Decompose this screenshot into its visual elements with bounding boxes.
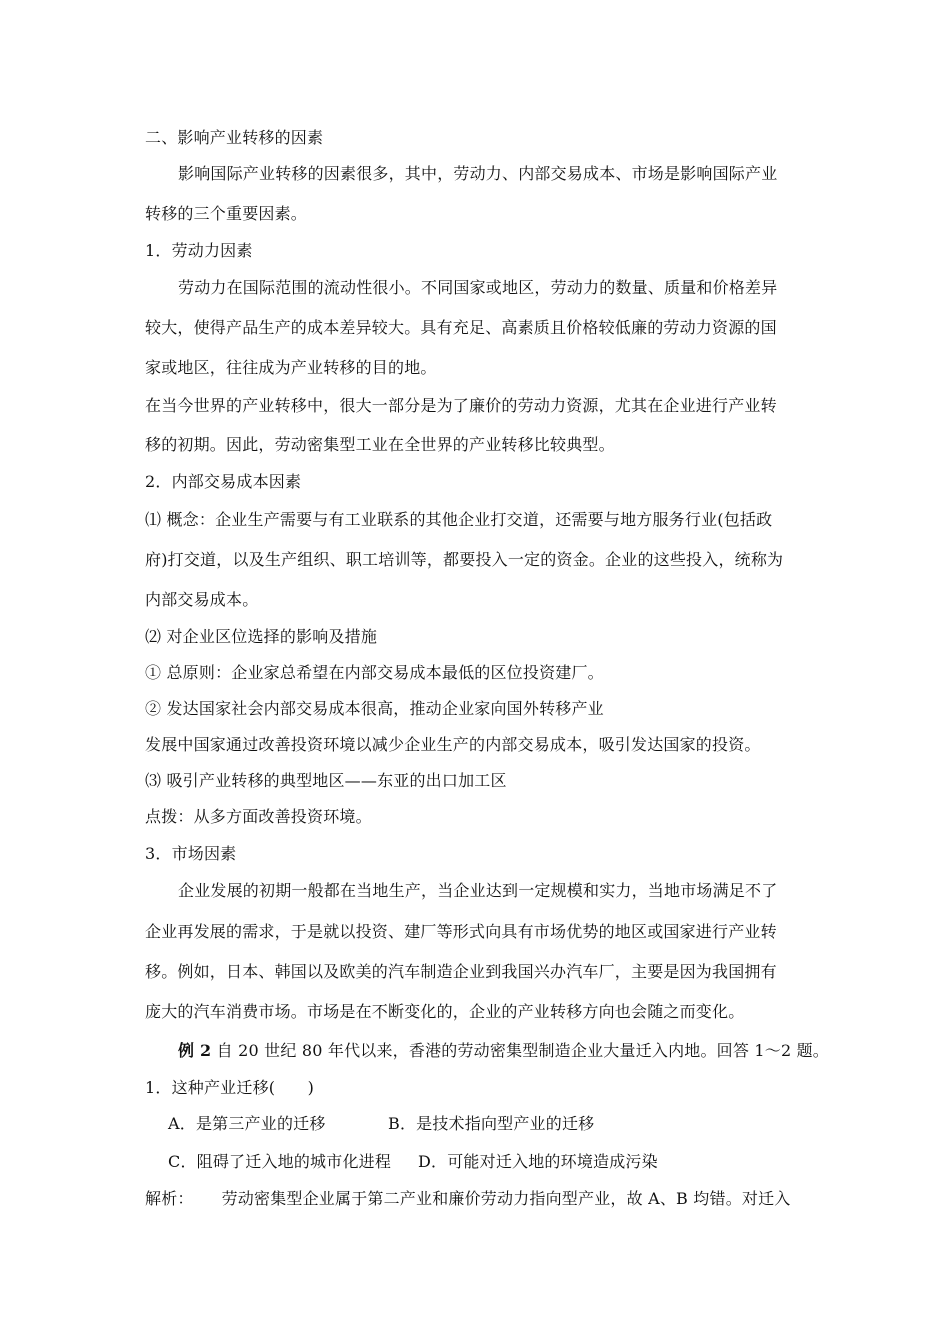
market-heading: 3．市场因素 [145, 844, 237, 863]
concept-line-1: ⑴ 概念：企业生产需要与有工业联系的其他企业打交道，还需要与地方服务行业(包括政 [145, 510, 773, 529]
market-line-4: 庞大的汽车消费市场。市场是在不断变化的，企业的产业转移方向也会随之而变化。 [145, 1002, 745, 1021]
typical-region-text: ⑶ 吸引产业转移的典型地区——东亚的出口加工区 [145, 771, 507, 790]
option-c: C．阻碍了迁入地的城市化进程 [168, 1152, 392, 1171]
labor-paragraph-1-line-3: 家或地区，往往成为产业转移的目的地。 [145, 358, 437, 377]
option-b: B．是技术指向型产业的迁移 [388, 1114, 595, 1133]
analysis-text: 劳动密集型企业属于第二产业和廉价劳动力指向型产业，故 A、B 均错。对迁入 [221, 1189, 791, 1208]
intro-line-2: 转移的三个重要因素。 [145, 204, 308, 223]
market-line-1: 企业发展的初期一般都在当地生产，当企业达到一定规模和实力，当地市场满足不了 [178, 881, 778, 900]
example-intro [178, 1041, 843, 1061]
market-line-3: 移。例如，日本、韩国以及欧美的汽车制造企业到我国兴办汽车厂，主要是因为我国拥有 [145, 962, 777, 981]
labor-paragraph-1-line-1: 劳动力在国际范围的流动性很小。不同国家或地区，劳动力的数量、质量和价格差异 [178, 278, 778, 297]
example-label: 例 2 [178, 1041, 212, 1060]
intro-line-1: 影响国际产业转移的因素很多，其中，劳动力、内部交易成本、市场是影响国际产业 [178, 164, 778, 183]
developed-country-text: ② 发达国家社会内部交易成本很高，推动企业家向国外转移产业 [145, 699, 604, 718]
tip-text: 点拨：从多方面改善投资环境。 [145, 807, 372, 826]
example-text: 自 20 世纪 80 年代以来，香港的劳动密集型制造企业大量迁入内地。回答 1～2 题。 [216, 1041, 830, 1060]
labor-heading: 1．劳动力因素 [145, 241, 253, 260]
option-a: A．是第三产业的迁移 [168, 1114, 326, 1133]
section-heading: 二、影响产业转移的因素 [145, 128, 324, 147]
labor-paragraph-1-line-2: 较大，使得产品生产的成本差异较大。具有充足、高素质且价格较低廉的劳动力资源的国 [145, 318, 777, 337]
options-row-cd [168, 1152, 833, 1172]
options-row-ab [168, 1114, 833, 1134]
option-d: D．可能对迁入地的环境造成污染 [418, 1152, 658, 1171]
influence-heading: ⑵ 对企业区位选择的影响及措施 [145, 627, 378, 646]
developing-country-text: 发展中国家通过改善投资环境以减少企业生产的内部交易成本，吸引发达国家的投资。 [145, 735, 761, 754]
question-1: 1．这种产业迁移( ) [145, 1078, 315, 1097]
market-line-2: 企业再发展的需求，于是就以投资、建厂等形式向具有市场优势的地区或国家进行产业转 [145, 922, 777, 941]
transaction-heading: 2．内部交易成本因素 [145, 472, 302, 491]
principle-text: ① 总原则：企业家总希望在内部交易成本最低的区位投资建厂。 [145, 663, 604, 682]
analysis-line [145, 1189, 810, 1209]
concept-line-3: 内部交易成本。 [145, 590, 259, 609]
concept-line-2: 府)打交道，以及生产组织、职工培训等，都要投入一定的资金。企业的这些投入，统称为 [145, 550, 784, 569]
labor-paragraph-2-line-2: 移的初期。因此，劳动密集型工业在全世界的产业转移比较典型。 [145, 435, 615, 454]
labor-paragraph-2-line-1: 在当今世界的产业转移中，很大一部分是为了廉价的劳动力资源，尤其在企业进行产业转 [145, 396, 777, 415]
analysis-label: 解析： [145, 1189, 194, 1208]
